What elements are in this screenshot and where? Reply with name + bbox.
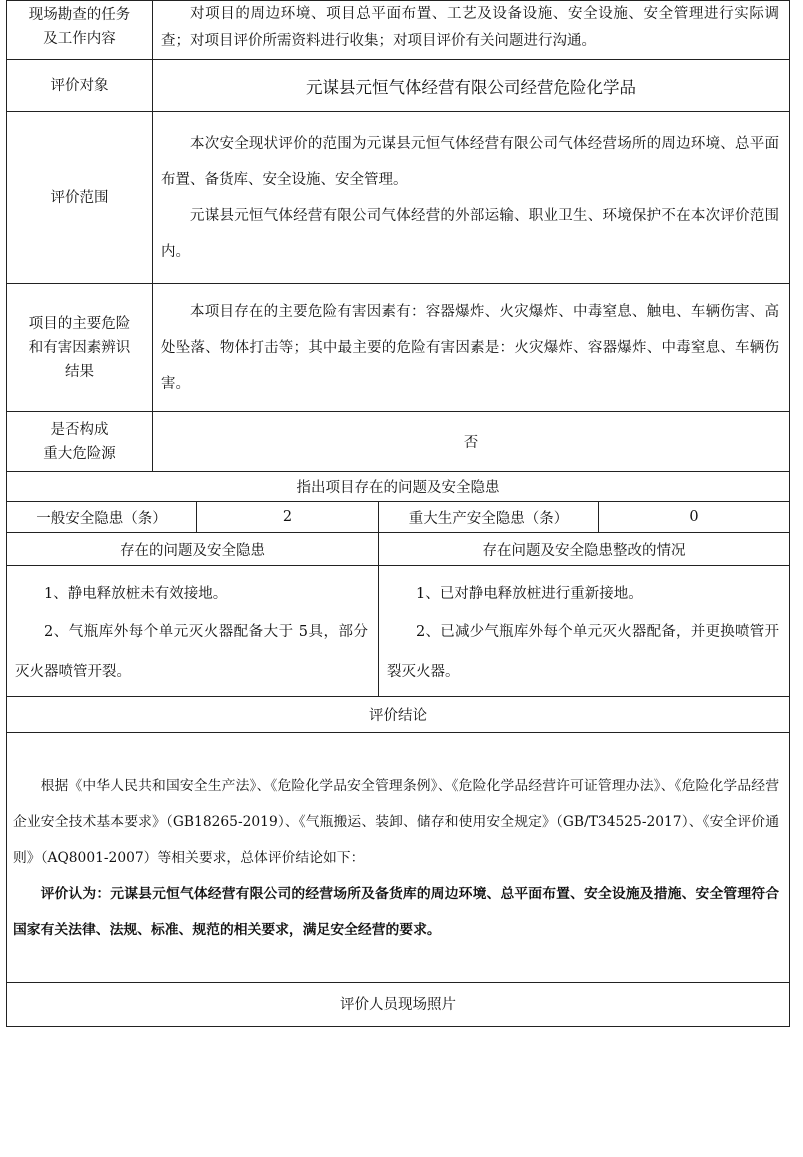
scope-content <box>153 112 790 284</box>
issues-detail-row <box>7 566 790 697</box>
problems-column-header: 存在的问题及安全隐患 <box>7 533 379 566</box>
survey-content <box>153 1 790 60</box>
major-hazard-row <box>7 412 790 472</box>
hazards-text: 本项目存在的主要危险有害因素有：容器爆炸、火灾爆炸、中毒窒息、触电、车辆伤害、高处坠落、物体打击等；其中最主要的危险有害因素是：火灾爆炸、容器爆炸、中毒窒息、车辆伤害。 <box>161 303 779 392</box>
scope-row <box>7 112 790 284</box>
survey-text: 对项目的周边环境、项目总平面布置、工艺及设备设施、安全设施、安全管理进行实际调查；对项目评价所需资料进行收集；对项目评价有关问题进行沟通。 <box>161 6 779 49</box>
survey-label <box>7 1 153 60</box>
survey-row <box>7 1 790 60</box>
survey-label-line1: 现场勘查的任务 <box>28 7 131 23</box>
general-hazard-count: 2 <box>197 502 379 533</box>
conclusion-verdict: 评价认为：元谋县元恒气体经营有限公司的经营场所及备货库的周边环境、总平面布置、安全设施及措施、安全管理符合国家有关法律、法规、标准、规范的相关要求，满足安全经营的要求。 <box>13 885 779 938</box>
problem-item: 2、气瓶库外每个单元灭火器配备大于 5具，部分灭火器喷管开裂。 <box>15 624 368 680</box>
hazards-row <box>7 284 790 412</box>
survey-label-line2: 及工作内容 <box>43 31 116 47</box>
major-hazard-value: 否 <box>153 412 790 472</box>
conclusion-section-title: 评价结论 <box>7 697 790 733</box>
rectification-item: 1、已对静电释放桩进行重新接地。 <box>416 586 643 602</box>
scope-paragraph-2: 元谋县元恒气体经营有限公司气体经营的外部运输、职业卫生、环境保护不在本次评价范围内。 <box>161 207 779 260</box>
hazards-label <box>7 284 153 412</box>
object-row <box>7 60 790 112</box>
conclusion-basis: 根据《中华人民共和国安全生产法》、《危险化学品安全管理条例》、《危险化学品经营许可证管理办法》、《危险化学品经营企业安全技术基本要求》（GB18265-2019）、《气瓶搬运、装卸、储存和使用安全规定》（GB/T34525-2017）、《安全评价通则》（AQ8001-2007）等相关要求，总体评价结论如下： <box>13 777 779 866</box>
hazards-label-line3: 结果 <box>65 363 94 380</box>
rectification-item: 2、已减少气瓶库外每个单元灭火器配备，并更换喷管开裂灭火器。 <box>387 624 779 680</box>
rectification-column-header: 存在问题及安全隐患整改的情况 <box>379 533 790 566</box>
major-hazard-label <box>7 412 153 472</box>
problems-cell <box>7 566 379 697</box>
object-label: 评价对象 <box>7 60 153 112</box>
issues-section-title: 指出项目存在的问题及安全隐患 <box>7 472 790 502</box>
major-hazard-label-line1: 是否构成 <box>50 421 109 438</box>
scope-label: 评价范围 <box>7 112 153 284</box>
scope-paragraph-1: 本次安全现状评价的范围为元谋县元恒气体经营有限公司气体经营场所的周边环境、总平面布置、备货库、安全设施、安全管理。 <box>161 135 779 188</box>
rectifications-cell <box>379 566 790 697</box>
conclusion-title-row <box>7 697 790 733</box>
major-hazard-label-line2: 重大危险源 <box>43 445 116 462</box>
evaluation-report-table <box>6 0 789 1027</box>
hazards-label-line1: 项目的主要危险 <box>28 315 131 332</box>
conclusion-content <box>7 733 790 983</box>
general-hazard-label: 一般安全隐患（条） <box>7 502 197 533</box>
major-hazard-count-label: 重大生产安全隐患（条） <box>379 502 599 533</box>
problem-item: 1、静电释放桩未有效接地。 <box>44 586 228 602</box>
conclusion-body-row <box>7 733 790 983</box>
issues-header-row <box>7 533 790 566</box>
hazards-content <box>153 284 790 412</box>
photos-title-row <box>7 983 790 1027</box>
hazards-label-line2: 和有害因素辨识 <box>28 339 131 356</box>
major-hazard-count: 0 <box>599 502 790 533</box>
object-value: 元谋县元恒气体经营有限公司经营危险化学品 <box>153 60 790 112</box>
photos-section-title: 评价人员现场照片 <box>7 983 790 1027</box>
issues-count-row <box>7 502 790 533</box>
issues-title-row <box>7 472 790 502</box>
